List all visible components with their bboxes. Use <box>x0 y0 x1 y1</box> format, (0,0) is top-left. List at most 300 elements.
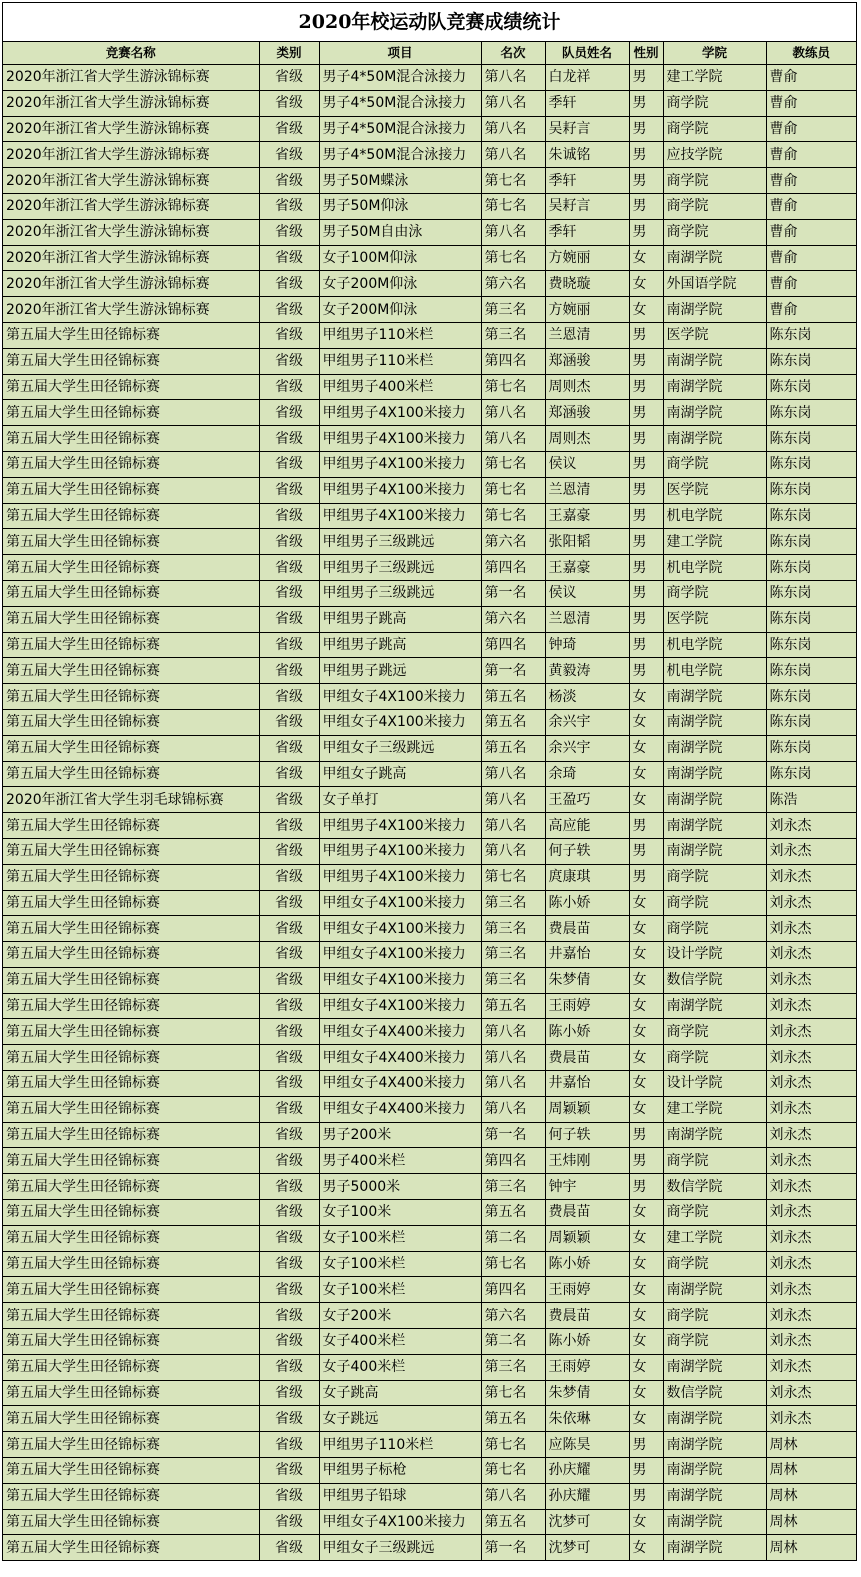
cell-gender: 男 <box>629 142 663 168</box>
cell-category: 省级 <box>259 1329 319 1355</box>
cell-college: 机电学院 <box>663 658 766 684</box>
cell-competition: 2020年浙江省大学生羽毛球锦标赛 <box>3 787 259 813</box>
cell-college: 商学院 <box>663 1019 766 1045</box>
table-row <box>3 580 856 606</box>
cell-athlete: 王雨婷 <box>545 1354 629 1380</box>
cell-gender: 女 <box>629 1329 663 1355</box>
cell-event: 甲组女子4X100米接力 <box>319 967 481 993</box>
header-category: 类别 <box>259 42 319 65</box>
cell-college: 应技学院 <box>663 142 766 168</box>
cell-coach: 曹俞 <box>766 90 856 116</box>
cell-college: 南湖学院 <box>663 787 766 813</box>
cell-coach: 刘永杰 <box>766 813 856 839</box>
cell-coach: 曹俞 <box>766 219 856 245</box>
cell-rank: 第一名 <box>481 1122 545 1148</box>
cell-gender: 女 <box>629 1200 663 1226</box>
cell-college: 商学院 <box>663 219 766 245</box>
cell-category: 省级 <box>259 1483 319 1509</box>
cell-athlete: 王嘉豪 <box>545 503 629 529</box>
cell-gender: 女 <box>629 890 663 916</box>
cell-competition: 第五届大学生田径锦标赛 <box>3 322 259 348</box>
cell-gender: 男 <box>629 1483 663 1509</box>
table-row <box>3 967 856 993</box>
cell-event: 甲组女子4X400米接力 <box>319 1045 481 1071</box>
cell-category: 省级 <box>259 1277 319 1303</box>
table-row <box>3 400 856 426</box>
cell-athlete: 孙庆耀 <box>545 1458 629 1484</box>
cell-gender: 女 <box>629 271 663 297</box>
cell-rank: 第三名 <box>481 322 545 348</box>
cell-rank: 第五名 <box>481 735 545 761</box>
cell-gender: 女 <box>629 1045 663 1071</box>
cell-gender: 男 <box>629 555 663 581</box>
cell-athlete: 陈小娇 <box>545 1251 629 1277</box>
cell-athlete: 王雨婷 <box>545 993 629 1019</box>
cell-coach: 刘永杰 <box>766 1122 856 1148</box>
cell-gender: 男 <box>629 1122 663 1148</box>
cell-competition: 第五届大学生田径锦标赛 <box>3 632 259 658</box>
cell-competition: 第五届大学生田径锦标赛 <box>3 684 259 710</box>
table-row <box>3 813 856 839</box>
cell-athlete: 白龙祥 <box>545 65 629 91</box>
cell-rank: 第八名 <box>481 1019 545 1045</box>
cell-athlete: 高应能 <box>545 813 629 839</box>
cell-gender: 女 <box>629 735 663 761</box>
cell-coach: 陈东岗 <box>766 477 856 503</box>
cell-rank: 第五名 <box>481 1406 545 1432</box>
cell-competition: 第五届大学生田径锦标赛 <box>3 993 259 1019</box>
cell-competition: 第五届大学生田径锦标赛 <box>3 426 259 452</box>
cell-competition: 第五届大学生田径锦标赛 <box>3 1535 259 1560</box>
cell-event: 甲组女子4X100米接力 <box>319 942 481 968</box>
cell-gender: 男 <box>629 1432 663 1458</box>
table-row <box>3 168 856 194</box>
cell-athlete: 王嘉豪 <box>545 555 629 581</box>
cell-athlete: 朱诚铭 <box>545 142 629 168</box>
cell-coach: 刘永杰 <box>766 1096 856 1122</box>
cell-athlete: 钟宇 <box>545 1174 629 1200</box>
cell-event: 甲组女子4X100米接力 <box>319 684 481 710</box>
cell-event: 甲组男子跳高 <box>319 632 481 658</box>
cell-event: 女子100米栏 <box>319 1277 481 1303</box>
cell-category: 省级 <box>259 297 319 323</box>
table-row <box>3 1458 856 1484</box>
cell-competition: 2020年浙江省大学生游泳锦标赛 <box>3 245 259 271</box>
table-row <box>3 1225 856 1251</box>
cell-category: 省级 <box>259 1251 319 1277</box>
cell-event: 甲组男子4X100米接力 <box>319 838 481 864</box>
cell-category: 省级 <box>259 116 319 142</box>
cell-gender: 男 <box>629 632 663 658</box>
table-row <box>3 735 856 761</box>
cell-college: 医学院 <box>663 322 766 348</box>
cell-athlete: 陈小娇 <box>545 890 629 916</box>
cell-competition: 第五届大学生田径锦标赛 <box>3 1148 259 1174</box>
cell-coach: 陈东岗 <box>766 426 856 452</box>
cell-competition: 第五届大学生田径锦标赛 <box>3 1483 259 1509</box>
cell-gender: 男 <box>629 400 663 426</box>
cell-competition: 2020年浙江省大学生游泳锦标赛 <box>3 142 259 168</box>
cell-college: 南湖学院 <box>663 297 766 323</box>
cell-gender: 女 <box>629 1509 663 1535</box>
cell-gender: 男 <box>629 864 663 890</box>
cell-competition: 第五届大学生田径锦标赛 <box>3 735 259 761</box>
cell-category: 省级 <box>259 1045 319 1071</box>
cell-category: 省级 <box>259 1096 319 1122</box>
cell-category: 省级 <box>259 606 319 632</box>
cell-gender: 男 <box>629 503 663 529</box>
cell-gender: 男 <box>629 1458 663 1484</box>
table-row <box>3 245 856 271</box>
cell-event: 男子50M仰泳 <box>319 193 481 219</box>
cell-coach: 陈浩 <box>766 787 856 813</box>
table-row <box>3 451 856 477</box>
cell-athlete: 费晨苗 <box>545 1045 629 1071</box>
cell-rank: 第二名 <box>481 1329 545 1355</box>
cell-event: 女子单打 <box>319 787 481 813</box>
table-row <box>3 632 856 658</box>
cell-college: 商学院 <box>663 580 766 606</box>
cell-event: 女子100M仰泳 <box>319 245 481 271</box>
cell-college: 数信学院 <box>663 1174 766 1200</box>
cell-competition: 第五届大学生田径锦标赛 <box>3 374 259 400</box>
cell-category: 省级 <box>259 580 319 606</box>
cell-coach: 刘永杰 <box>766 1225 856 1251</box>
cell-rank: 第七名 <box>481 193 545 219</box>
cell-athlete: 应陈昊 <box>545 1432 629 1458</box>
cell-competition: 第五届大学生田径锦标赛 <box>3 1354 259 1380</box>
cell-competition: 2020年浙江省大学生游泳锦标赛 <box>3 168 259 194</box>
cell-gender: 男 <box>629 65 663 91</box>
cell-rank: 第三名 <box>481 890 545 916</box>
cell-athlete: 何子轶 <box>545 838 629 864</box>
cell-coach: 刘永杰 <box>766 1148 856 1174</box>
cell-coach: 陈东岗 <box>766 684 856 710</box>
cell-college: 商学院 <box>663 916 766 942</box>
cell-category: 省级 <box>259 890 319 916</box>
cell-coach: 周林 <box>766 1535 856 1560</box>
cell-category: 省级 <box>259 1535 319 1560</box>
cell-coach: 刘永杰 <box>766 916 856 942</box>
cell-event: 甲组男子标枪 <box>319 1458 481 1484</box>
table-row <box>3 555 856 581</box>
table-row <box>3 1380 856 1406</box>
cell-event: 甲组女子4X400米接力 <box>319 1096 481 1122</box>
cell-gender: 男 <box>629 374 663 400</box>
table-row <box>3 1509 856 1535</box>
cell-event: 男子4*50M混合泳接力 <box>319 90 481 116</box>
cell-rank: 第四名 <box>481 555 545 581</box>
cell-event: 甲组女子4X100米接力 <box>319 993 481 1019</box>
cell-gender: 男 <box>629 580 663 606</box>
cell-coach: 刘永杰 <box>766 1200 856 1226</box>
cell-athlete: 杨淡 <box>545 684 629 710</box>
cell-athlete: 费晨苗 <box>545 916 629 942</box>
cell-rank: 第五名 <box>481 684 545 710</box>
cell-event: 男子5000米 <box>319 1174 481 1200</box>
cell-category: 省级 <box>259 1509 319 1535</box>
cell-event: 男子50M蝶泳 <box>319 168 481 194</box>
cell-gender: 男 <box>629 606 663 632</box>
cell-competition: 第五届大学生田径锦标赛 <box>3 1251 259 1277</box>
cell-competition: 2020年浙江省大学生游泳锦标赛 <box>3 219 259 245</box>
table-row <box>3 116 856 142</box>
cell-category: 省级 <box>259 245 319 271</box>
cell-coach: 陈东岗 <box>766 606 856 632</box>
cell-event: 甲组女子三级跳远 <box>319 1535 481 1560</box>
cell-athlete: 井嘉怡 <box>545 1071 629 1097</box>
cell-athlete: 何子轶 <box>545 1122 629 1148</box>
table-row <box>3 271 856 297</box>
cell-rank: 第六名 <box>481 271 545 297</box>
cell-college: 商学院 <box>663 90 766 116</box>
cell-rank: 第八名 <box>481 1071 545 1097</box>
cell-coach: 陈东岗 <box>766 451 856 477</box>
cell-event: 甲组女子4X100米接力 <box>319 709 481 735</box>
cell-rank: 第八名 <box>481 787 545 813</box>
cell-category: 省级 <box>259 193 319 219</box>
cell-event: 甲组女子4X400米接力 <box>319 1071 481 1097</box>
cell-coach: 刘永杰 <box>766 838 856 864</box>
cell-college: 数信学院 <box>663 967 766 993</box>
table-row <box>3 1148 856 1174</box>
cell-gender: 男 <box>629 451 663 477</box>
cell-athlete: 余兴宇 <box>545 735 629 761</box>
cell-event: 甲组男子4X100米接力 <box>319 503 481 529</box>
cell-rank: 第五名 <box>481 709 545 735</box>
cell-gender: 男 <box>629 1174 663 1200</box>
table-body <box>3 65 856 1561</box>
cell-college: 南湖学院 <box>663 684 766 710</box>
cell-gender: 男 <box>629 168 663 194</box>
table-row <box>3 1354 856 1380</box>
cell-category: 省级 <box>259 271 319 297</box>
cell-rank: 第七名 <box>481 374 545 400</box>
cell-college: 机电学院 <box>663 555 766 581</box>
cell-competition: 第五届大学生田径锦标赛 <box>3 1509 259 1535</box>
cell-coach: 曹俞 <box>766 245 856 271</box>
cell-college: 设计学院 <box>663 1071 766 1097</box>
cell-coach: 刘永杰 <box>766 1019 856 1045</box>
cell-college: 南湖学院 <box>663 374 766 400</box>
table-row <box>3 709 856 735</box>
header-competition: 竞赛名称 <box>3 42 259 65</box>
cell-college: 南湖学院 <box>663 1354 766 1380</box>
cell-category: 省级 <box>259 168 319 194</box>
cell-rank: 第二名 <box>481 1225 545 1251</box>
cell-college: 南湖学院 <box>663 1535 766 1560</box>
cell-event: 甲组男子110米栏 <box>319 322 481 348</box>
cell-college: 建工学院 <box>663 529 766 555</box>
cell-college: 南湖学院 <box>663 426 766 452</box>
cell-rank: 第六名 <box>481 529 545 555</box>
table-row <box>3 761 856 787</box>
cell-gender: 女 <box>629 1380 663 1406</box>
cell-college: 南湖学院 <box>663 838 766 864</box>
table-row <box>3 993 856 1019</box>
cell-coach: 曹俞 <box>766 193 856 219</box>
cell-rank: 第三名 <box>481 297 545 323</box>
cell-coach: 刘永杰 <box>766 1251 856 1277</box>
cell-competition: 第五届大学生田径锦标赛 <box>3 709 259 735</box>
cell-event: 甲组女子4X400米接力 <box>319 1019 481 1045</box>
cell-category: 省级 <box>259 142 319 168</box>
cell-category: 省级 <box>259 90 319 116</box>
cell-competition: 第五届大学生田径锦标赛 <box>3 1071 259 1097</box>
cell-gender: 男 <box>629 477 663 503</box>
cell-college: 数信学院 <box>663 1380 766 1406</box>
cell-college: 设计学院 <box>663 942 766 968</box>
cell-coach: 陈东岗 <box>766 322 856 348</box>
cell-competition: 第五届大学生田径锦标赛 <box>3 400 259 426</box>
cell-gender: 女 <box>629 709 663 735</box>
cell-college: 商学院 <box>663 1045 766 1071</box>
cell-competition: 第五届大学生田径锦标赛 <box>3 606 259 632</box>
cell-event: 甲组女子三级跳远 <box>319 735 481 761</box>
cell-rank: 第八名 <box>481 813 545 839</box>
cell-coach: 刘永杰 <box>766 993 856 1019</box>
cell-category: 省级 <box>259 813 319 839</box>
cell-category: 省级 <box>259 1458 319 1484</box>
cell-event: 甲组男子三级跳远 <box>319 529 481 555</box>
cell-rank: 第三名 <box>481 942 545 968</box>
cell-coach: 陈东岗 <box>766 400 856 426</box>
cell-athlete: 季轩 <box>545 168 629 194</box>
cell-rank: 第七名 <box>481 1458 545 1484</box>
cell-college: 南湖学院 <box>663 348 766 374</box>
table-row <box>3 1200 856 1226</box>
table-row <box>3 297 856 323</box>
cell-event: 男子4*50M混合泳接力 <box>319 65 481 91</box>
cell-college: 南湖学院 <box>663 813 766 839</box>
cell-competition: 第五届大学生田径锦标赛 <box>3 761 259 787</box>
table-row <box>3 684 856 710</box>
cell-event: 甲组男子110米栏 <box>319 348 481 374</box>
table-row <box>3 916 856 942</box>
cell-competition: 2020年浙江省大学生游泳锦标赛 <box>3 271 259 297</box>
cell-event: 甲组男子4X100米接力 <box>319 400 481 426</box>
cell-coach: 刘永杰 <box>766 967 856 993</box>
cell-college: 建工学院 <box>663 65 766 91</box>
cell-rank: 第八名 <box>481 90 545 116</box>
cell-athlete: 王盈巧 <box>545 787 629 813</box>
cell-coach: 周林 <box>766 1509 856 1535</box>
cell-gender: 女 <box>629 916 663 942</box>
cell-gender: 男 <box>629 348 663 374</box>
cell-category: 省级 <box>259 761 319 787</box>
cell-gender: 女 <box>629 1303 663 1329</box>
cell-coach: 陈东岗 <box>766 580 856 606</box>
cell-event: 甲组女子4X100米接力 <box>319 1509 481 1535</box>
cell-athlete: 沈梦可 <box>545 1509 629 1535</box>
cell-competition: 第五届大学生田径锦标赛 <box>3 1122 259 1148</box>
cell-rank: 第四名 <box>481 1148 545 1174</box>
table-row <box>3 838 856 864</box>
table-row <box>3 1251 856 1277</box>
cell-category: 省级 <box>259 942 319 968</box>
table-row <box>3 90 856 116</box>
cell-athlete: 吴耔言 <box>545 116 629 142</box>
cell-event: 甲组女子跳高 <box>319 761 481 787</box>
cell-category: 省级 <box>259 993 319 1019</box>
cell-college: 南湖学院 <box>663 761 766 787</box>
cell-college: 南湖学院 <box>663 1277 766 1303</box>
table-row <box>3 864 856 890</box>
cell-rank: 第七名 <box>481 1380 545 1406</box>
cell-rank: 第八名 <box>481 761 545 787</box>
cell-coach: 陈东岗 <box>766 503 856 529</box>
cell-coach: 陈东岗 <box>766 348 856 374</box>
cell-category: 省级 <box>259 1354 319 1380</box>
table-row <box>3 787 856 813</box>
cell-coach: 陈东岗 <box>766 658 856 684</box>
cell-coach: 刘永杰 <box>766 1380 856 1406</box>
table-row <box>3 477 856 503</box>
cell-college: 医学院 <box>663 477 766 503</box>
cell-gender: 女 <box>629 1019 663 1045</box>
cell-category: 省级 <box>259 1200 319 1226</box>
cell-college: 南湖学院 <box>663 245 766 271</box>
cell-category: 省级 <box>259 1432 319 1458</box>
cell-college: 商学院 <box>663 1329 766 1355</box>
cell-rank: 第四名 <box>481 1277 545 1303</box>
cell-event: 男子400米栏 <box>319 1148 481 1174</box>
cell-athlete: 侯议 <box>545 580 629 606</box>
cell-event: 甲组男子跳远 <box>319 658 481 684</box>
cell-rank: 第七名 <box>481 1251 545 1277</box>
cell-coach: 曹俞 <box>766 168 856 194</box>
cell-athlete: 兰恩清 <box>545 606 629 632</box>
cell-coach: 曹俞 <box>766 271 856 297</box>
cell-rank: 第八名 <box>481 116 545 142</box>
cell-college: 南湖学院 <box>663 1458 766 1484</box>
cell-category: 省级 <box>259 1406 319 1432</box>
cell-gender: 女 <box>629 1354 663 1380</box>
cell-competition: 第五届大学生田径锦标赛 <box>3 348 259 374</box>
cell-coach: 曹俞 <box>766 116 856 142</box>
table-row <box>3 1406 856 1432</box>
cell-event: 女子400米栏 <box>319 1329 481 1355</box>
cell-competition: 第五届大学生田径锦标赛 <box>3 477 259 503</box>
cell-gender: 女 <box>629 993 663 1019</box>
cell-coach: 刘永杰 <box>766 1277 856 1303</box>
table-row <box>3 1019 856 1045</box>
table-row <box>3 503 856 529</box>
table-row <box>3 1277 856 1303</box>
cell-competition: 第五届大学生田径锦标赛 <box>3 1174 259 1200</box>
cell-rank: 第三名 <box>481 1174 545 1200</box>
cell-competition: 第五届大学生田径锦标赛 <box>3 942 259 968</box>
cell-category: 省级 <box>259 374 319 400</box>
cell-competition: 第五届大学生田径锦标赛 <box>3 1380 259 1406</box>
cell-coach: 周林 <box>766 1458 856 1484</box>
cell-competition: 第五届大学生田径锦标赛 <box>3 1019 259 1045</box>
cell-athlete: 周颖颖 <box>545 1225 629 1251</box>
cell-rank: 第六名 <box>481 1303 545 1329</box>
cell-gender: 女 <box>629 761 663 787</box>
cell-college: 南湖学院 <box>663 993 766 1019</box>
cell-athlete: 余琦 <box>545 761 629 787</box>
cell-category: 省级 <box>259 838 319 864</box>
cell-event: 男子50M自由泳 <box>319 219 481 245</box>
cell-college: 南湖学院 <box>663 709 766 735</box>
cell-category: 省级 <box>259 1122 319 1148</box>
cell-competition: 第五届大学生田径锦标赛 <box>3 1277 259 1303</box>
cell-category: 省级 <box>259 709 319 735</box>
cell-college: 医学院 <box>663 606 766 632</box>
cell-gender: 女 <box>629 1071 663 1097</box>
table-row <box>3 322 856 348</box>
